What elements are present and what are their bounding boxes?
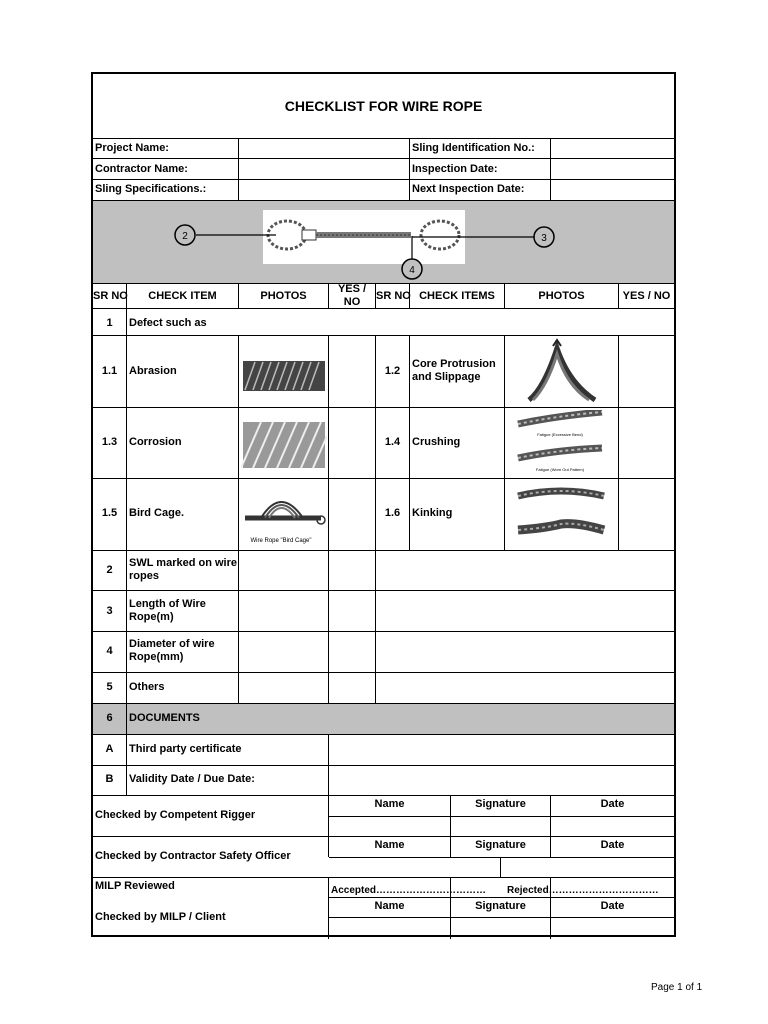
row-1-2-item-line1: Core Protrusion xyxy=(412,358,496,370)
header-sr-no: SR NO xyxy=(93,290,128,302)
header-check-item: CHECK ITEM xyxy=(148,290,217,302)
header-photos-2: PHOTOS xyxy=(538,290,585,302)
rigger-date-header: Date xyxy=(600,798,625,810)
row-1-item: Defect such as xyxy=(129,317,207,329)
row-1-1-item: Abrasion xyxy=(129,365,177,377)
inspection-date-label: Inspection Date: xyxy=(412,163,498,175)
next-inspection-date-field[interactable] xyxy=(551,180,674,200)
checklist-sheet xyxy=(91,72,676,937)
core-protrusion-photo xyxy=(519,338,605,404)
row-3-item-line2: Rope(m) xyxy=(129,611,174,623)
row-1-4-item: Crushing xyxy=(412,436,461,448)
project-name-label: Project Name: xyxy=(95,142,169,154)
row-b-sr: B xyxy=(105,773,114,785)
row-b-item: Validity Date / Due Date: xyxy=(129,773,255,785)
rigger-name-header: Name xyxy=(374,798,405,810)
row-4-item-line1: Diameter of wire xyxy=(129,638,215,650)
next-inspection-date-label: Next Inspection Date: xyxy=(412,183,525,195)
corrosion-photo xyxy=(241,418,327,472)
rigger-label: Checked by Competent Rigger xyxy=(95,809,256,821)
safety-officer-label: Checked by Contractor Safety Officer xyxy=(95,850,291,862)
row-1-4-sr: 1.4 xyxy=(384,436,401,448)
row-1-5-sr: 1.5 xyxy=(101,507,118,519)
row-5-item: Others xyxy=(129,681,165,693)
header-photos: PHOTOS xyxy=(260,290,307,302)
row-3-item-line1: Length of Wire xyxy=(129,598,206,610)
safety-date-header: Date xyxy=(600,839,625,851)
rejected-field[interactable]: Rejected…………………………… xyxy=(507,885,659,896)
row-1-6-item: Kinking xyxy=(412,507,453,519)
safety-signature-header: Signature xyxy=(475,839,526,851)
header-yes-no-right: YES / NO xyxy=(622,290,671,302)
callout-3-label: 3 xyxy=(541,233,547,244)
row-1-2-item-line2: and Slippage xyxy=(412,371,481,383)
abrasion-photo xyxy=(241,354,327,396)
row-6-item: DOCUMENTS xyxy=(129,712,200,724)
header-sr-no-2: SR NO xyxy=(376,290,411,302)
row-a-item: Third party certificate xyxy=(129,743,242,755)
inspection-date-field[interactable] xyxy=(551,159,674,179)
row-a-sr: A xyxy=(105,743,114,755)
row-1-sr: 1 xyxy=(106,317,113,329)
kinking-photo xyxy=(516,482,606,542)
row-1-3-item: Corrosion xyxy=(129,436,182,448)
sling-id-label: Sling Identification No.: xyxy=(412,142,535,154)
sling-diagram xyxy=(163,208,573,284)
row-1-6-sr: 1.6 xyxy=(384,507,401,519)
rigger-signature-header: Signature xyxy=(475,798,526,810)
sling-id-field[interactable] xyxy=(551,139,674,158)
row-4-sr: 4 xyxy=(106,645,113,657)
milp-date-header: Date xyxy=(600,900,625,912)
bird-cage-photo xyxy=(241,486,327,546)
bird-cage-caption: Wire Rope "Bird Cage" xyxy=(250,538,312,544)
row-1-1-sr: 1.1 xyxy=(101,365,118,377)
crushing-caption-bottom: Fatigue (Worn Out Pattern) xyxy=(535,467,585,472)
milp-name-header: Name xyxy=(374,900,405,912)
row-2-item-line1: SWL marked on wire xyxy=(129,557,237,569)
row-2-item-line2: ropes xyxy=(129,570,159,582)
row-4-item-line2: Rope(mm) xyxy=(129,651,184,663)
sling-specifications-label: Sling Specifications.: xyxy=(95,183,207,195)
accepted-field[interactable]: Accepted…………………………… xyxy=(331,885,487,896)
row-1-5-item: Bird Cage. xyxy=(129,507,185,519)
project-name-field[interactable] xyxy=(239,139,409,158)
page-number: Page 1 of 1 xyxy=(651,982,703,993)
row-2-sr: 2 xyxy=(106,564,113,576)
milp-client-label: Checked by MILP / Client xyxy=(95,911,226,923)
milp-signature-header: Signature xyxy=(475,900,526,912)
sling-specifications-field[interactable] xyxy=(239,180,409,200)
header-yes-no-line1: YES / xyxy=(337,283,367,295)
page-title: CHECKLIST FOR WIRE ROPE xyxy=(284,98,483,114)
safety-name-header: Name xyxy=(374,839,405,851)
milp-reviewed-label: MILP Reviewed xyxy=(95,880,175,892)
contractor-name-label: Contractor Name: xyxy=(95,163,188,175)
crushing-caption-top: Fatigue (Excessive Bend) xyxy=(537,432,583,437)
row-5-sr: 5 xyxy=(106,681,113,693)
header-check-items: CHECK ITEMS xyxy=(419,290,495,302)
row-6-sr: 6 xyxy=(106,712,113,724)
row-3-sr: 3 xyxy=(106,605,113,617)
row-1-3-sr: 1.3 xyxy=(101,436,118,448)
header-yes-no-line2: NO xyxy=(343,296,361,308)
contractor-name-field[interactable] xyxy=(239,159,409,179)
crushing-photo xyxy=(516,410,606,476)
callout-4-label: 4 xyxy=(409,265,415,276)
callout-2-label: 2 xyxy=(182,231,188,242)
row-1-2-sr: 1.2 xyxy=(384,365,401,377)
